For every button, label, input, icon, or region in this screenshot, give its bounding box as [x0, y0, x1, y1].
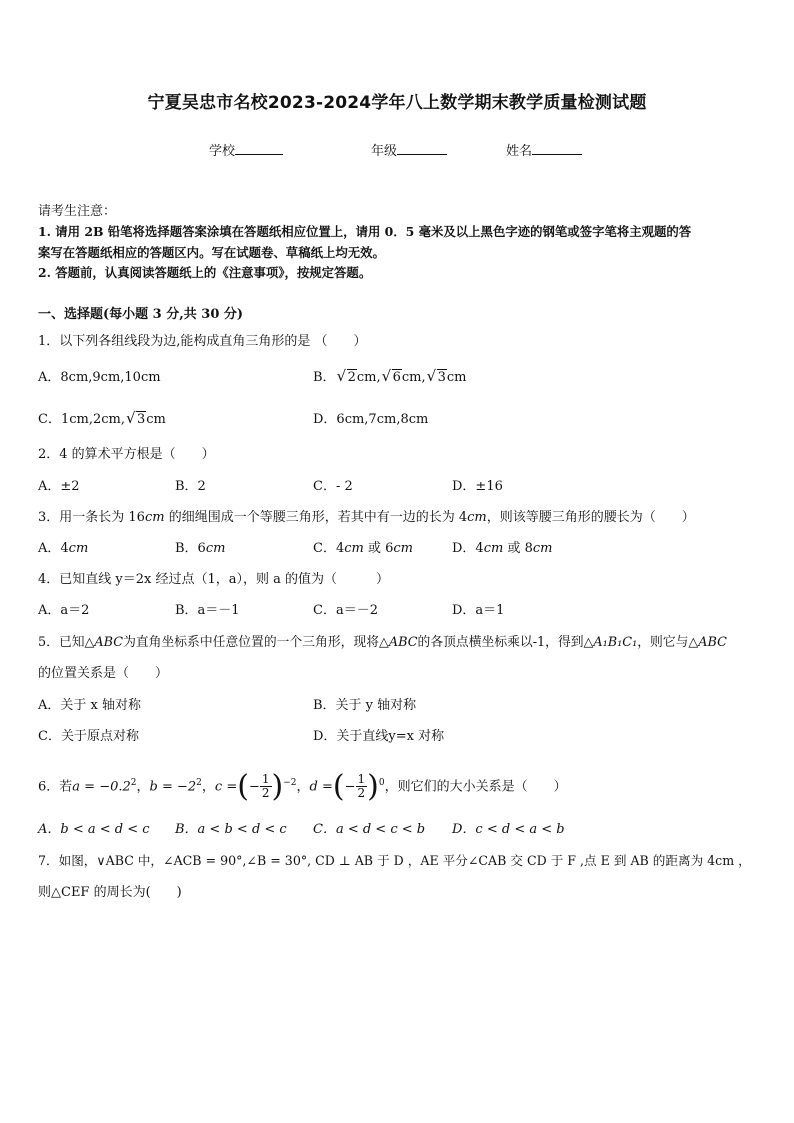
q6-option-d[interactable]: D．c < d < a < b — [452, 822, 565, 837]
notice-line-2: 2. 答题前，认真阅读答题纸上的《注意事项》，按规定答题。 — [38, 265, 372, 280]
q5-option-a[interactable]: A．关于 x 轴对称 — [38, 698, 141, 713]
notice-line-1b: 案写在答题纸相应的答题区内。写在试题卷、草稿纸上均无效。 — [38, 245, 385, 260]
q1-option-d[interactable]: D．6cm,7cm,8cm — [313, 412, 429, 427]
q5-stem: 5．已知△ABC为直角坐标系中任意位置的一个三角形，现将△ABC的各顶点横坐标乘以-1，得到△A₁B₁C₁，则它与△ABC — [38, 635, 727, 650]
q6-option-c[interactable]: C．a < d < c < b — [313, 822, 426, 837]
q5-option-d[interactable]: D．关于直线y=x 对称 — [313, 729, 445, 744]
q3-stem: 3．用一条长为 16cm 的细绳围成一个等腰三角形，若其中有一边的长为 4cm，则该等腰三角形的腰长为（ ） — [38, 510, 695, 525]
grade-field: 年级 — [371, 140, 447, 159]
notice-line-1a: 1. 请用 2B 铅笔将选择题答案涂填在答题纸相应位置上，请用 0．5 毫米及以上黑色字迹的钢笔或签字笔将主观题的答 — [38, 224, 692, 239]
q1-option-c[interactable]: C．1cm,2cm,√ 3cm — [38, 412, 166, 428]
q3-option-d[interactable]: D．4cm 或 8cm — [452, 541, 553, 556]
q2-option-b[interactable]: B．2 — [175, 479, 206, 494]
q5-option-c[interactable]: C．关于原点对称 — [38, 729, 139, 744]
school-field: 学校 — [209, 140, 283, 159]
q2-option-c[interactable]: C．- 2 — [313, 479, 353, 494]
q1-option-a[interactable]: A．8cm,9cm,10cm — [38, 370, 161, 385]
q6-option-b[interactable]: B．a < b < d < c — [175, 822, 287, 837]
q1-stem: 1．以下列各组线段为边,能构成直角三角形的是 （ ） — [38, 334, 367, 349]
q4-option-d[interactable]: D．a＝1 — [452, 603, 505, 618]
q4-stem: 4．已知直线 y＝2x 经过点（1，a），则 a 的值为（ ） — [38, 572, 390, 587]
q5-stem-line2: 的位置关系是（ ） — [38, 666, 169, 681]
q6-option-a[interactable]: A．b < a < d < c — [38, 822, 150, 837]
q2-stem: 2．4 的算术平方根是（ ） — [38, 447, 215, 462]
q7-stem-line2: 则△CEF 的周长为( ) — [38, 885, 182, 900]
q4-option-a[interactable]: A．a＝2 — [38, 603, 90, 618]
school-blank[interactable] — [235, 142, 283, 155]
q3-option-b[interactable]: B．6cm — [175, 541, 226, 556]
q4-option-b[interactable]: B．a＝－1 — [175, 603, 240, 618]
q3-option-c[interactable]: C．4cm 或 6cm — [313, 541, 413, 556]
name-blank[interactable] — [532, 142, 582, 155]
grade-blank[interactable] — [397, 142, 447, 155]
q7-stem: 7．如图，∨ABC 中，∠ACB = 90°,∠B = 30°, CD ⊥ AB 于 D ，AE 平分∠CAB 交 CD 于 F ,点 E 到 AB 的距离为 4cm ， — [38, 853, 751, 868]
page-title: 宁夏吴忠市名校2023-2024学年八上数学期末教学质量检测试题 — [147, 93, 647, 113]
q6-stem: 6．若$a = -0.2^2$，$b = -2^2$，c =(− $\frac{1}{2}$ )$^{-2}$，d =(− $\frac{1}{2}$ )$^0$，则它们的大小关系是（ ） — [38, 768, 567, 804]
q1-option-b[interactable]: B．√ 2cm,√ 6cm,√ 3cm — [313, 370, 467, 386]
q3-option-a[interactable]: A．4cm — [38, 541, 89, 556]
q4-option-c[interactable]: C．a＝－2 — [313, 603, 378, 618]
section-heading: 一、选择题(每小题 3 分,共 30 分) — [38, 307, 244, 322]
q5-option-b[interactable]: B．关于 y 轴对称 — [313, 698, 417, 713]
q2-option-d[interactable]: D．±16 — [452, 479, 503, 494]
notice-heading: 请考生注意： — [38, 204, 117, 219]
name-field: 姓名 — [506, 140, 582, 159]
q2-option-a[interactable]: A．±2 — [38, 479, 80, 494]
